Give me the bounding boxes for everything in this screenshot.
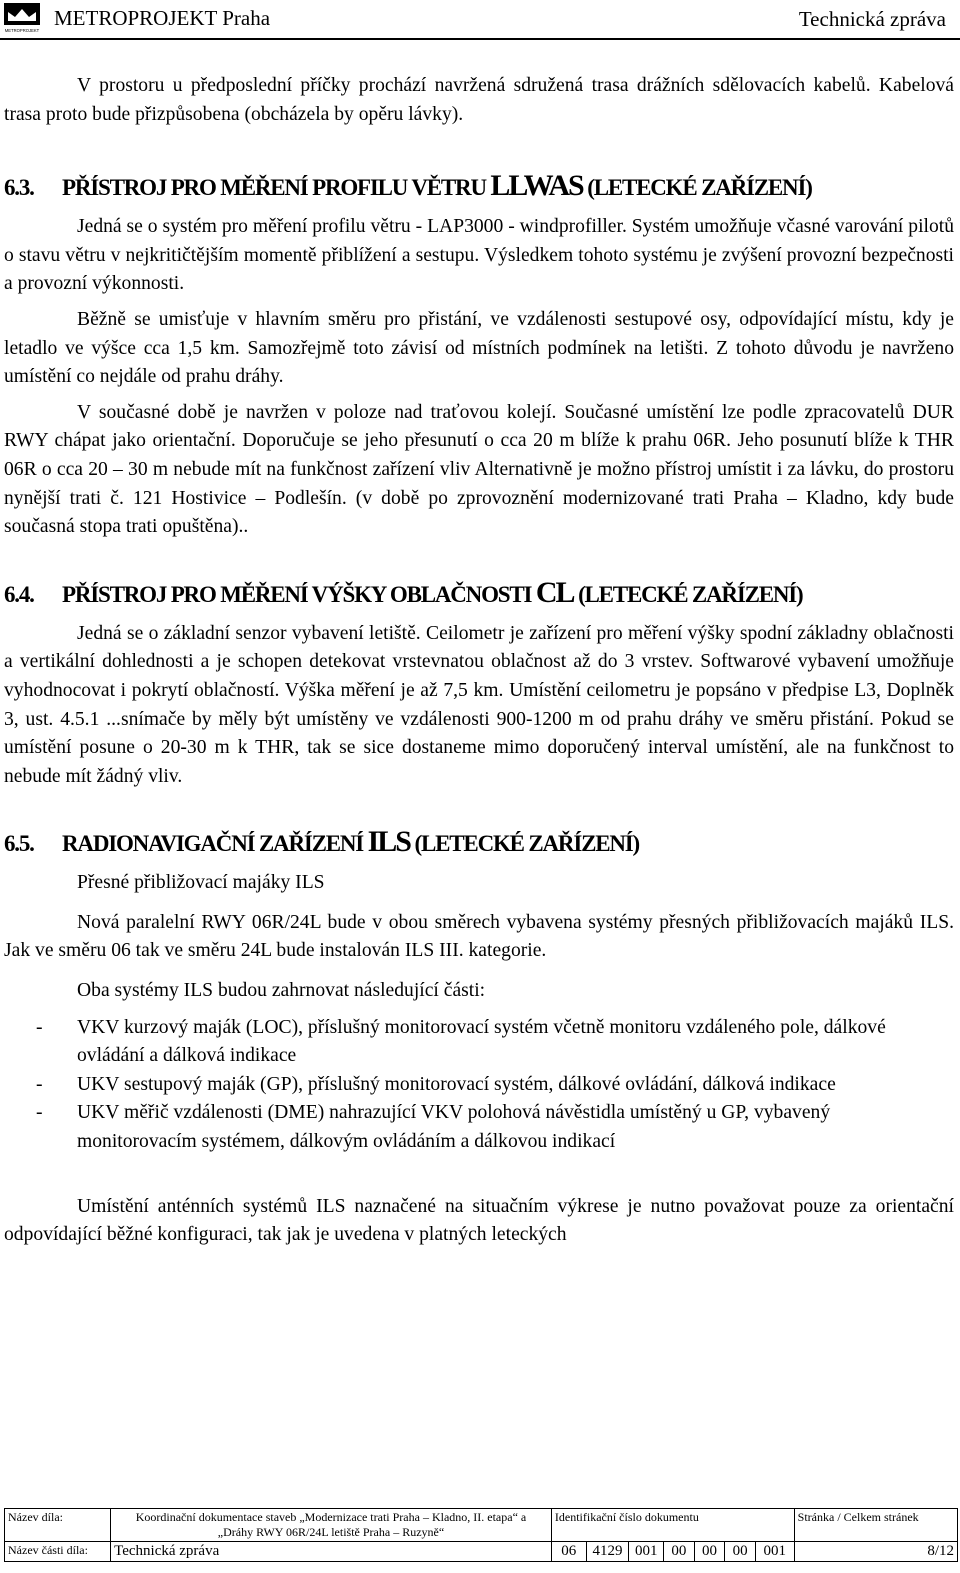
paragraph: Umístění anténních systémů ILS naznačené na situačním výkrese je nutno považovat pouze za orientační odpovídající běžné konfiguraci, tak jak je uvedena v platných leteckých <box>4 1195 954 1246</box>
section-heading-6-3 <box>4 171 954 203</box>
metroprojekt-logo-icon <box>4 3 40 33</box>
document-type: Technická zpráva <box>798 7 946 31</box>
footer-project-line1: Koordinační dokumentace staveb „Modernizace trati Praha – Kladno, II. etapa“ a <box>135 1510 527 1524</box>
list-dash: - <box>36 1073 43 1095</box>
section-title-suffix: (LETECKÉ ZAŘÍZENÍ) <box>573 581 803 607</box>
footer-label: Název díla: <box>5 1509 111 1542</box>
list-item-text: UKV měřič vzdálenosti (DME) nahrazující VKV polohová návěstidla umístěný u GP, vybavený monitorovacím systémem, dálkovým ovládáním a dálkovou indikací <box>77 1102 831 1153</box>
list-item <box>4 1014 954 1071</box>
company-name: METROPROJEKT Praha <box>54 6 271 30</box>
footer-table <box>4 1508 958 1562</box>
footer-code: 00 <box>725 1542 756 1562</box>
section-title: RADIONAVIGAČNÍ ZAŘÍZENÍ <box>62 831 368 857</box>
footer-code: 06 <box>551 1542 586 1562</box>
section-title-suffix: (LETECKÉ ZAŘÍZENÍ) <box>582 175 812 201</box>
list-item-text: UKV sestupový maják (GP), příslušný monitorovací systém, dálkové ovládání, dálková indikace <box>77 1073 836 1095</box>
logo-text: METROPROJEKT <box>4 28 40 33</box>
paragraph: V prostoru u předposlední příčky prochází navržená sdružená trasa drážních sdělovacích kabelů. Kabelová trasa proto bude přizpůsobena (obcházela by opěru lávky). <box>4 75 954 125</box>
list-dash: - <box>36 1102 43 1124</box>
paragraph: Běžně se umisťuje v hlavním směru pro přistání, ve vzdálenosti sestupové osy, odpovídající místu, kdy je letadlo ve výšce cca 1,5 km. Samozřejmě toto závisí od místních podmínek na letišti. Z tohoto důvodu je navrženo umístění co nejdále od prahu dráhy. <box>4 308 954 388</box>
footer-page-number: 8/12 <box>794 1542 957 1562</box>
section-heading-6-5 <box>4 827 954 859</box>
section-title-abbrev: LLWAS <box>490 169 583 203</box>
footer-part-name: Technická zpráva <box>111 1542 552 1562</box>
footer-code: 4129 <box>586 1542 629 1562</box>
subheading: Přesné přibližovací majáky ILS <box>77 872 325 894</box>
footer-code: 001 <box>629 1542 664 1562</box>
list-item <box>4 1099 954 1156</box>
footer-project-title <box>111 1509 552 1542</box>
list-item-text: VKV kurzový maják (LOC), příslušný monitorovací systém včetně monitoru vzdáleného pole, dálkové ovládání a dálková indikace <box>77 1016 886 1067</box>
footer-code: 00 <box>664 1542 695 1562</box>
section-number: 6.3. <box>4 175 34 201</box>
section-title: PŘÍSTROJ PRO MĚŘENÍ PROFILU VĚTRU <box>62 175 491 201</box>
footer-id-label: Identifikační číslo dokumentu <box>551 1509 794 1542</box>
list-item <box>4 1071 954 1100</box>
section-title-abbrev: ILS <box>367 825 410 859</box>
section-title: PŘÍSTROJ PRO MĚŘENÍ VÝŠKY OBLAČNOSTI <box>62 581 536 607</box>
footer-page-label: Stránka / Celkem stránek <box>794 1509 957 1542</box>
section-number: 6.5. <box>4 831 34 857</box>
page-header <box>0 0 960 40</box>
document-footer <box>4 1508 958 1568</box>
component-list <box>4 1014 954 1157</box>
paragraph: Jedná se o systém pro měření profilu větru - LAP3000 - windprofiller. Systém umožňuje včasné varování pilotů o stavu větru v nejkritičtějším momentě přiblížení a sestupu. Výsledkem tohoto systému je zvýšení provozní bezpečnosti a provozní výkonnosti. <box>4 216 954 295</box>
paragraph: Nová paralelní RWY 06R/24L bude v obou směrech vybavena systémy přesných přibližovacích majáků ILS. Jak ve směru 06 tak ve směru 24L bude instalován ILS III. kategorie. <box>4 911 954 962</box>
footer-label: Název části díla: <box>5 1542 111 1562</box>
paragraph: V současné době je navržen v poloze nad traťovou kolejí. Současné umístění lze podle zpracovatelů DUR RWY chápat jako orientační. Doporučuje se jeho přesunutí o cca 20 m blíže k prahu 06R. Jeho posunutí blíže k THR 06R o cca 20 – 30 m nebude mít na funkčnost zařízení vliv Alternativně je možno přístroj umístit i za lávku, do prostoru nynější trati č. 121 Hostivice – Podlešín. (v době po zprovoznění modernizované trati Praha – Kladno, kdy bude současná stopa trati opuštěna).. <box>4 401 954 538</box>
section-title-abbrev: CL <box>535 575 574 609</box>
paragraph: Oba systémy ILS budou zahrnovat následující části: <box>77 980 486 1002</box>
footer-project-line2: „Dráhy RWY 06R/24L letiště Praha – Ruzyně“ <box>217 1525 445 1539</box>
list-dash: - <box>36 1016 43 1038</box>
section-number: 6.4. <box>4 581 34 607</box>
footer-code: 00 <box>694 1542 725 1562</box>
section-heading-6-4 <box>4 575 954 610</box>
document-body <box>4 72 954 1250</box>
footer-code: 001 <box>755 1542 794 1562</box>
section-title-suffix: (LETECKÉ ZAŘÍZENÍ) <box>410 831 639 857</box>
paragraph: Jedná se o základní senzor vybavení letiště. Ceilometr je zařízení pro měření výšky spodní základny oblačnosti a vertikální dohlednosti a je schopen detekovat vrstevnatou oblačnost až do 3 vrstev. Softwarové vybavení umožňuje vyhodnocovat i pokrytí oblačností. Výška měření je až 7,5 km. Umístění ceilometru je popsáno v předpise L3, Doplněk 3, ust. 4.5.1 ...snímače by měly být umístěny ve vzdálenosti 900-1200 m od prahu dráhy ve směru přistání. Pokud se umístění posune o 20-30 m k THR, tak se sice dostaneme mimo doporučený interval umístění, ale na funkčnost to nebude mít žádný vliv. <box>4 622 954 787</box>
